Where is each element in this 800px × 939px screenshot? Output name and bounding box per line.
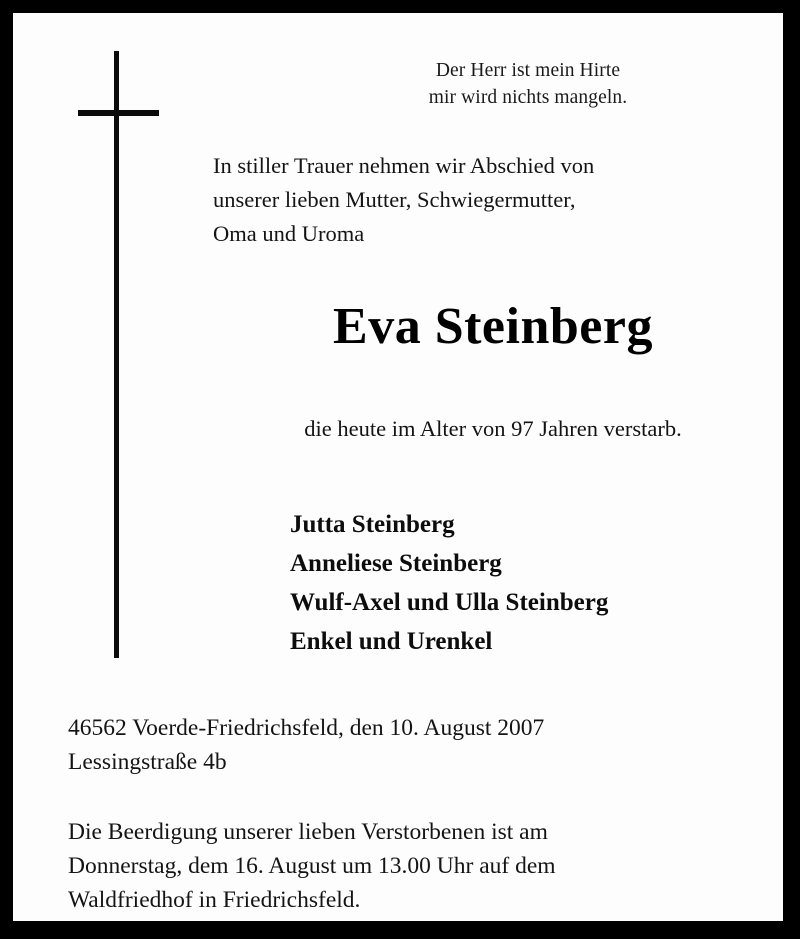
epigraph-line-1: Der Herr ist mein Hirte <box>435 60 621 81</box>
cross-vertical-bar <box>114 51 119 658</box>
funeral-notice <box>68 815 778 917</box>
intro-line-1: In stiller Trauer nehmen wir Abschied von <box>213 153 595 178</box>
place-date-line-2: Lessingstraße 4b <box>68 749 227 775</box>
intro-line-2: unserer lieben Mutter, Schwiegermutter, <box>213 187 576 212</box>
survivors-list <box>290 505 790 661</box>
intro-text <box>213 149 773 251</box>
funeral-line-3: Waldfriedhof in Friedrichsfeld. <box>68 887 361 913</box>
cross-horizontal-bar <box>78 110 159 116</box>
survivor-line-3: Wulf-Axel und Ulla Steinberg <box>290 589 609 616</box>
intro-line-3: Oma und Uroma <box>213 221 365 246</box>
survivor-line-4: Enkel und Urenkel <box>290 628 493 655</box>
deceased-name: Eva Steinberg <box>333 298 653 355</box>
place-date-line-1: 46562 Voerde-Friedrichsfeld, den 10. August 2007 <box>68 715 545 741</box>
funeral-line-1: Die Beerdigung unserer lieben Verstorbenen ist am <box>68 819 548 845</box>
survivor-line-1: Jutta Steinberg <box>290 511 455 538</box>
notice-card <box>13 13 783 921</box>
epigraph <box>313 57 743 111</box>
place-and-date <box>68 711 778 779</box>
funeral-line-2: Donnerstag, dem 16. August um 13.00 Uhr auf dem <box>68 853 556 879</box>
survivor-line-2: Anneliese Steinberg <box>290 550 502 577</box>
age-line: die heute im Alter von 97 Jahren verstarb. <box>304 416 682 441</box>
epigraph-line-2: mir wird nichts mangeln. <box>428 87 628 108</box>
